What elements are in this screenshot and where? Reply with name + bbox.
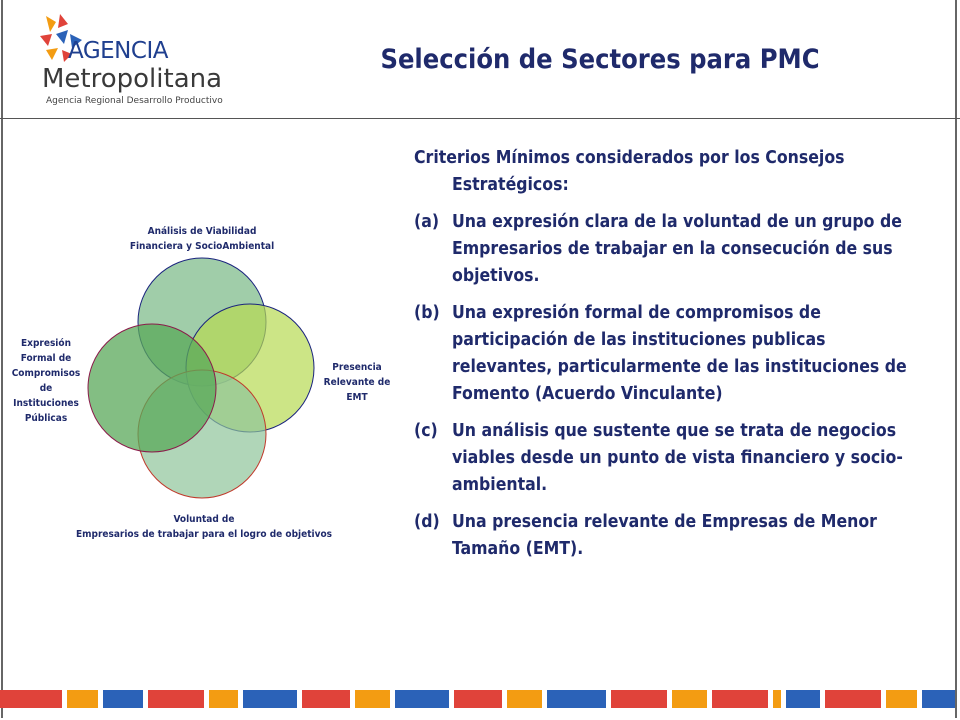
venn-label-line: Financiera y SocioAmbiental xyxy=(129,241,275,252)
stripe-segment xyxy=(67,690,98,708)
criterion-label: (d) xyxy=(414,512,440,532)
header-divider xyxy=(0,118,960,119)
venn-label-left xyxy=(4,336,88,426)
venn-label-line: Empresarios de trabajar para el logro de objetivos xyxy=(75,529,332,540)
criterion-label: (c) xyxy=(414,421,438,441)
footer-color-stripe xyxy=(0,690,960,708)
venn-circle-instituciones xyxy=(88,324,216,452)
venn-label-line: Públicas xyxy=(24,413,68,424)
venn-label-line: Presencia xyxy=(332,362,382,373)
stripe-segment xyxy=(611,690,667,708)
stripe-segment xyxy=(209,690,238,708)
stripe-segment xyxy=(243,690,297,708)
stripe-segment xyxy=(886,690,917,708)
criteria-list xyxy=(414,145,914,573)
criterion-label: (b) xyxy=(414,303,440,323)
venn-label-top xyxy=(92,224,312,254)
criteria-intro: Criterios Mínimos considerados por los Consejos Estratégicos: xyxy=(414,148,845,195)
criterion-item xyxy=(414,418,914,499)
venn-label-line: Formal de xyxy=(20,353,72,364)
stripe-segment xyxy=(103,690,144,708)
stripe-segment xyxy=(355,690,390,708)
stripe-segment xyxy=(0,690,62,708)
criterion-text: Una expresión formal de compromisos de participación de las instituciones publicas relevantes, particularmente de las instituciones de Fomento (Acuerdo Vinculante) xyxy=(452,303,907,404)
venn-label-line: Voluntad de xyxy=(173,514,235,525)
logo-subtitle-text: Agencia Regional Desarrollo Productivo xyxy=(46,96,223,106)
stripe-segment xyxy=(148,690,204,708)
stripe-segment xyxy=(395,690,449,708)
page-title: Selección de Sectores para PMC xyxy=(380,44,820,75)
criterion-text: Un análisis que sustente que se trata de negocios viables desde un punto de vista financiero y socio-ambiental. xyxy=(452,421,903,495)
venn-label-line: Análisis de Viabilidad xyxy=(147,226,257,237)
stripe-segment xyxy=(786,690,821,708)
stripe-segment xyxy=(454,690,502,708)
criterion-item xyxy=(414,300,914,408)
criterion-text: Una presencia relevante de Empresas de Menor Tamaño (EMT). xyxy=(452,512,877,559)
stripe-segment xyxy=(922,690,955,708)
stripe-segment xyxy=(712,690,768,708)
venn-label-line: Instituciones xyxy=(13,398,79,409)
stripe-segment xyxy=(773,690,781,708)
criterion-item xyxy=(414,209,914,290)
venn-label-right xyxy=(318,360,396,405)
venn-diagram xyxy=(0,180,400,560)
logo-metropolitana-text: Metropolitana xyxy=(42,64,223,94)
stripe-segment xyxy=(302,690,350,708)
stripe-segment xyxy=(547,690,607,708)
stripe-segment xyxy=(825,690,881,708)
criterion-label: (a) xyxy=(414,212,440,232)
venn-label-line: de xyxy=(39,383,53,394)
agencia-metropolitana-logo xyxy=(38,14,238,110)
venn-label-bottom xyxy=(44,512,364,542)
venn-label-line: Expresión xyxy=(21,338,71,349)
stripe-segment xyxy=(507,690,542,708)
criterion-text: Una expresión clara de la voluntad de un grupo de Empresarios de trabajar en la consecución de sus objetivos. xyxy=(452,212,902,286)
logo-agencia-text: AGENCIA xyxy=(68,38,168,64)
stripe-segment xyxy=(672,690,707,708)
venn-label-line: EMT xyxy=(346,392,368,403)
venn-label-line: Relevante de xyxy=(323,377,391,388)
criterion-item xyxy=(414,509,914,563)
venn-label-line: Compromisos xyxy=(11,368,81,379)
